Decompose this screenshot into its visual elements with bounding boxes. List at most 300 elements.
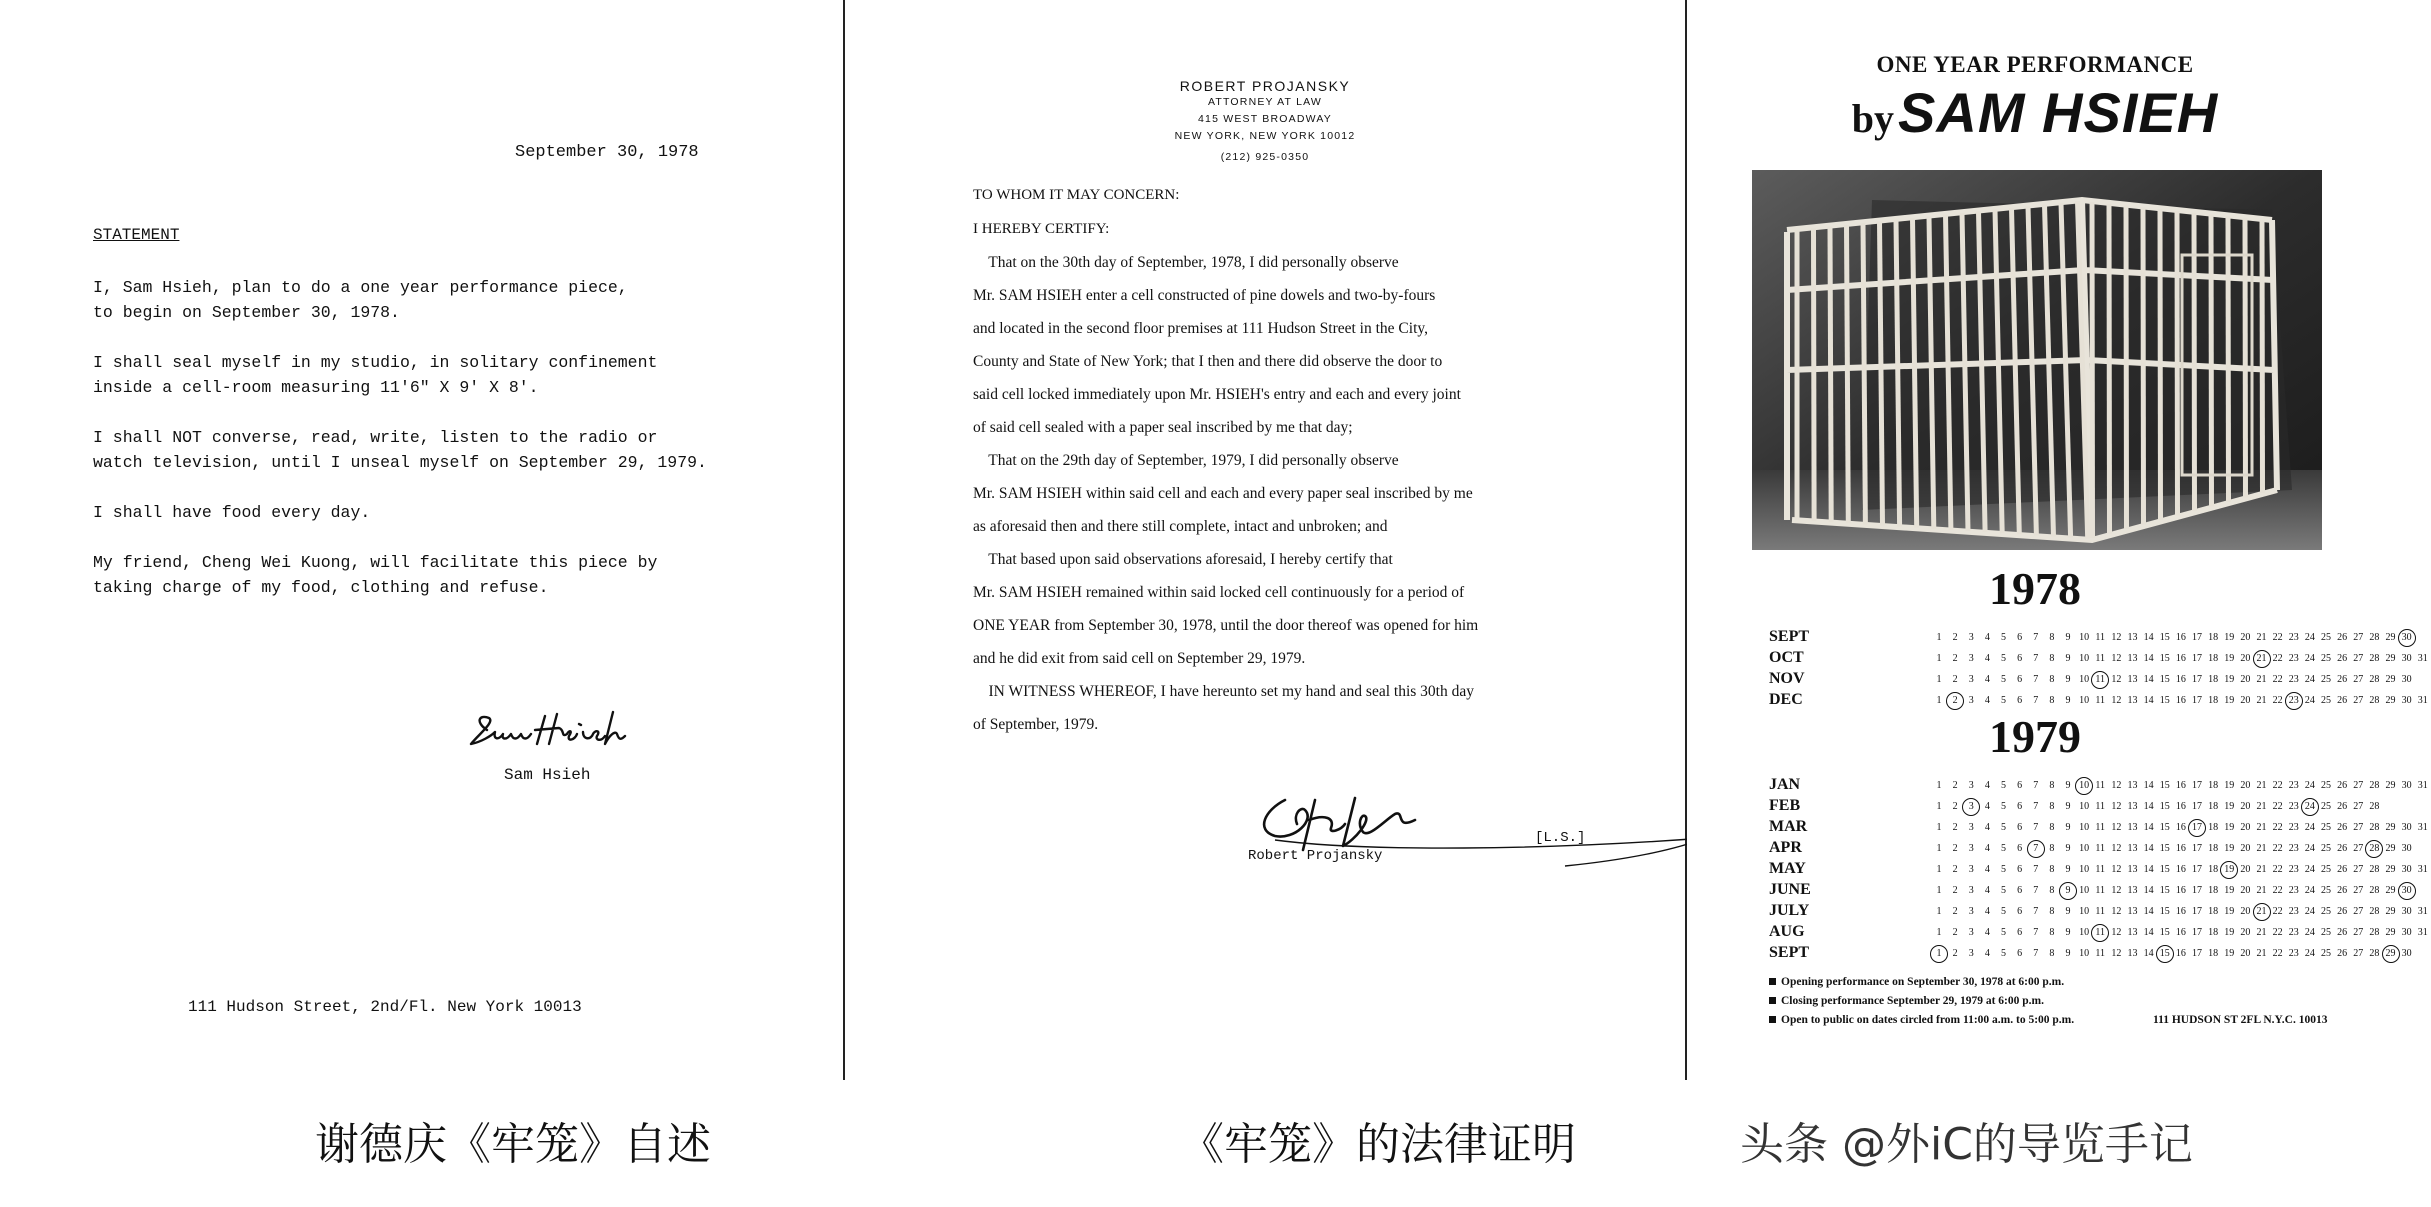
day: 16 [2175, 801, 2186, 812]
day: 22 [2272, 632, 2283, 643]
day: 20 [2240, 885, 2251, 896]
day: 7 [2033, 948, 2039, 959]
day: 6 [2017, 780, 2023, 791]
day: 20 [2240, 695, 2251, 706]
month-row [1769, 902, 2428, 922]
day: 29 [2385, 780, 2396, 791]
caption-left: 谢德庆《牢笼》自述 [315, 1119, 711, 1170]
day: 16 [2175, 948, 2186, 959]
day: 25 [2321, 695, 2331, 706]
day: 30 [2401, 780, 2412, 791]
day: 14 [2143, 864, 2154, 875]
day: 18 [2208, 632, 2219, 643]
day: 8 [2049, 885, 2055, 896]
day: 2 [1952, 801, 1958, 812]
day: 17 [2192, 948, 2202, 959]
day: 25 [2321, 780, 2331, 791]
day: 11 [2095, 906, 2106, 917]
day: 3 [1968, 822, 1974, 833]
day: 21 [2256, 674, 2267, 685]
day: 10 [2079, 843, 2090, 854]
day: 9 [2065, 822, 2071, 833]
day: 3 [1968, 864, 1974, 875]
day: 30 [2401, 695, 2412, 706]
month-row [1769, 944, 2412, 964]
day: 22 [2272, 885, 2283, 896]
day: 23 [2288, 801, 2299, 812]
day: 10 [2079, 674, 2090, 685]
day: 13 [2127, 780, 2138, 791]
day: 26 [2337, 780, 2348, 791]
day: 2 [1952, 906, 1958, 917]
day: 26 [2337, 885, 2348, 896]
day: 4 [1984, 822, 1990, 833]
day: 23 [2288, 674, 2299, 685]
year-label-1978: 1978 [1989, 563, 2081, 614]
day: 8 [2049, 801, 2055, 812]
day: 5 [2001, 906, 2006, 917]
cage-photo [1752, 170, 2322, 550]
day: 6 [2017, 822, 2023, 833]
day: 20 [2240, 674, 2251, 685]
day: 28 [2369, 780, 2380, 791]
salutation: TO WHOM IT MAY CONCERN: [973, 187, 1180, 203]
day: 12 [2111, 864, 2122, 875]
day: 11 [2095, 801, 2106, 812]
day: 18 [2208, 927, 2219, 938]
day: 28 [2369, 906, 2380, 917]
day: 22 [2272, 843, 2283, 854]
day: 6 [2017, 885, 2023, 896]
day: 26 [2337, 695, 2348, 706]
day: 17 [2192, 653, 2202, 664]
day: 13 [2127, 864, 2138, 875]
day: 23 [2288, 864, 2299, 875]
day: 14 [2143, 885, 2154, 896]
day: 31 [2417, 906, 2428, 917]
day: 14 [2143, 843, 2154, 854]
day: 10 [2079, 927, 2090, 938]
day: 9 [2065, 674, 2071, 685]
day: 23 [2288, 948, 2299, 959]
day: 2 [1952, 822, 1958, 833]
day: 12 [2111, 632, 2122, 643]
day: 6 [2017, 927, 2023, 938]
day: 5 [2001, 674, 2006, 685]
letterhead [845, 78, 1685, 166]
day: 19 [2224, 780, 2235, 791]
day: 4 [1984, 843, 1990, 854]
day: 9 [2065, 695, 2071, 706]
statement-panel [0, 0, 838, 1080]
day: 31 [2417, 695, 2428, 706]
day: 5 [2001, 927, 2006, 938]
day: 18 [2208, 906, 2219, 917]
poster-address: 111 HUDSON ST 2FL N.Y.C. 10013 [2153, 1014, 2328, 1026]
day: 4 [1984, 674, 1990, 685]
day: 7 [2033, 801, 2039, 812]
day: 11 [2095, 695, 2106, 706]
day: 14 [2143, 948, 2154, 959]
day: 13 [2127, 695, 2138, 706]
day: 20 [2240, 801, 2251, 812]
certificate-panel [843, 0, 1687, 1080]
day: 1 [1936, 780, 1942, 791]
month-row [1769, 818, 2428, 838]
statement-paragraph: I, Sam Hsieh, plan to do a one year performance piece, to begin on September 30, 1978. [93, 278, 628, 322]
day: 4 [1984, 695, 1990, 706]
day: 26 [2337, 674, 2348, 685]
day: 16 [2175, 653, 2186, 664]
day: 26 [2337, 801, 2348, 812]
day: 18 [2208, 843, 2219, 854]
day: 18 [2208, 822, 2219, 833]
month-row [1769, 649, 2428, 669]
day: 3 [1968, 695, 1974, 706]
day: 8 [2049, 822, 2055, 833]
day: 26 [2337, 843, 2348, 854]
day: 26 [2337, 632, 2348, 643]
day: 29 [2385, 695, 2396, 706]
day: 23 [2288, 780, 2299, 791]
day: 9 [2065, 906, 2071, 917]
day: 3 [1968, 653, 1974, 664]
day: 12 [2111, 653, 2122, 664]
day: 20 [2240, 927, 2251, 938]
day: 11 [2095, 885, 2106, 896]
day: 25 [2321, 885, 2331, 896]
day: 25 [2321, 927, 2331, 938]
day: 17 [2192, 695, 2202, 706]
circled-day: 17 [2189, 820, 2205, 838]
day: 13 [2127, 653, 2138, 664]
day: 10 [2079, 653, 2090, 664]
day: 8 [2049, 927, 2055, 938]
day: 19 [2224, 885, 2235, 896]
day: 6 [2017, 948, 2023, 959]
month-row [1769, 860, 2428, 880]
day: 19 [2224, 632, 2235, 643]
day: 22 [2272, 780, 2283, 791]
day: 13 [2127, 843, 2138, 854]
month-days [1931, 693, 2431, 711]
day: 18 [2208, 780, 2219, 791]
month-name: AUG [1769, 923, 1805, 940]
day: 7 [2033, 822, 2039, 833]
poster-note: Closing performance September 29, 1979 at 6:00 p.m. [1769, 995, 2044, 1007]
day: 15 [2159, 695, 2170, 706]
day: 2 [1952, 843, 1958, 854]
month-name: OCT [1769, 649, 1804, 666]
caption-middle: 《牢笼》的法律证明 [1180, 1119, 1576, 1170]
day: 13 [2127, 801, 2138, 812]
day: 18 [2208, 948, 2219, 959]
day: 29 [2385, 906, 2396, 917]
day: 21 [2256, 632, 2267, 643]
day: 17 [2192, 674, 2202, 685]
day: 10 [2079, 822, 2090, 833]
day: 30 [2401, 864, 2412, 875]
day: 24 [2304, 927, 2315, 938]
poster-by: by [1851, 96, 1895, 141]
day: 12 [2111, 695, 2122, 706]
day: 5 [2001, 843, 2006, 854]
day: 27 [2353, 674, 2364, 685]
day: 9 [2065, 864, 2071, 875]
day: 20 [2240, 653, 2251, 664]
day: 12 [2111, 948, 2122, 959]
day: 15 [2159, 843, 2170, 854]
day: 20 [2240, 906, 2251, 917]
day: 24 [2304, 948, 2315, 959]
month-days [1931, 820, 2431, 838]
day: 27 [2353, 780, 2364, 791]
month-name: SEPT [1769, 628, 1810, 645]
projansky-signature [1245, 780, 1705, 890]
day: 27 [2353, 927, 2364, 938]
day: 5 [2001, 780, 2006, 791]
day: 23 [2288, 927, 2299, 938]
day: 1 [1936, 822, 1942, 833]
day: 16 [2175, 885, 2186, 896]
day: 27 [2353, 653, 2364, 664]
day: 6 [2017, 801, 2023, 812]
letterhead-phone: (212) 925-0350 [1220, 151, 1310, 163]
day: 24 [2304, 653, 2315, 664]
caption-right: 头条 @外iC的导览手记 [1740, 1119, 2193, 1170]
day: 2 [1952, 885, 1958, 896]
day: 25 [2321, 906, 2331, 917]
day: 23 [2288, 843, 2299, 854]
statement-address: 111 Hudson Street, 2nd/Fl. New York 10013 [188, 998, 582, 1016]
month-days [1931, 925, 2431, 943]
day: 31 [2417, 653, 2428, 664]
day: 19 [2224, 906, 2235, 917]
day: 31 [2417, 927, 2428, 938]
day: 29 [2385, 843, 2396, 854]
day: 16 [2175, 864, 2186, 875]
day: 16 [2175, 843, 2186, 854]
day: 21 [2256, 822, 2267, 833]
day: 27 [2353, 822, 2364, 833]
poster-artist-line [1687, 80, 2383, 145]
statement-paragraph: I shall seal myself in my studio, in solitary confinement inside a cell-room measuring 11'6" X 9' X 8'. [93, 353, 658, 397]
day: 7 [2033, 632, 2039, 643]
day: 13 [2127, 674, 2138, 685]
day: 10 [2079, 864, 2090, 875]
day: 10 [2079, 801, 2090, 812]
circled-day: 28 [2366, 841, 2382, 859]
month-row [1769, 628, 2412, 648]
day: 4 [1984, 780, 1990, 791]
day: 15 [2159, 822, 2170, 833]
day: 30 [2401, 822, 2412, 833]
letterhead-street: 415 WEST BROADWAY [1198, 113, 1332, 125]
day: 21 [2256, 695, 2267, 706]
day: 8 [2049, 948, 2055, 959]
day: 16 [2175, 695, 2186, 706]
day: 21 [2256, 843, 2267, 854]
day: 17 [2192, 864, 2202, 875]
day: 3 [1968, 948, 1974, 959]
day: 3 [1968, 674, 1974, 685]
day: 5 [2001, 948, 2006, 959]
day: 21 [2256, 927, 2267, 938]
day: 13 [2127, 885, 2138, 896]
day: 8 [2049, 864, 2055, 875]
day: 27 [2353, 906, 2364, 917]
circled-day: 2 [1947, 693, 1963, 711]
day: 19 [2224, 674, 2235, 685]
day: 13 [2127, 906, 2138, 917]
day: 22 [2272, 906, 2283, 917]
day: 31 [2417, 864, 2428, 875]
day: 11 [2095, 653, 2106, 664]
day: 5 [2001, 885, 2006, 896]
day: 16 [2175, 906, 2186, 917]
day: 9 [2065, 780, 2071, 791]
day: 2 [1952, 948, 1958, 959]
day: 17 [2192, 780, 2202, 791]
day: 29 [2385, 632, 2396, 643]
day: 19 [2224, 927, 2235, 938]
day: 7 [2033, 653, 2039, 664]
day: 29 [2385, 864, 2396, 875]
poster-note: Opening performance on September 30, 1978 at 6:00 p.m. [1769, 976, 2064, 988]
month-days [1931, 904, 2431, 922]
day: 10 [2079, 885, 2090, 896]
day: 1 [1936, 864, 1942, 875]
day: 22 [2272, 801, 2283, 812]
month-name: JUNE [1769, 881, 1811, 898]
day: 1 [1936, 632, 1942, 643]
day: 24 [2304, 906, 2315, 917]
circled-day: 21 [2254, 904, 2270, 922]
day: 14 [2143, 780, 2154, 791]
day: 7 [2033, 780, 2039, 791]
day: 20 [2240, 843, 2251, 854]
day: 10 [2079, 906, 2090, 917]
day: 7 [2033, 927, 2039, 938]
day: 27 [2353, 843, 2364, 854]
day: 19 [2224, 653, 2235, 664]
circled-day: 21 [2254, 651, 2270, 669]
day: 21 [2256, 864, 2267, 875]
statement-heading: STATEMENT [93, 226, 180, 244]
day: 8 [2049, 906, 2055, 917]
day: 31 [2417, 822, 2428, 833]
day: 4 [1984, 632, 1990, 643]
day: 22 [2272, 927, 2283, 938]
day: 20 [2240, 948, 2251, 959]
day: 8 [2049, 674, 2055, 685]
day: 1 [1936, 653, 1942, 664]
circled-day: 9 [2060, 883, 2076, 901]
statement-signature-name: Sam Hsieh [504, 766, 591, 784]
day: 4 [1984, 885, 1990, 896]
day: 16 [2175, 927, 2186, 938]
day: 30 [2401, 843, 2412, 854]
day: 25 [2321, 822, 2331, 833]
day: 20 [2240, 864, 2251, 875]
day: 30 [2401, 927, 2412, 938]
day: 18 [2208, 695, 2219, 706]
circled-day: 30 [2399, 883, 2415, 901]
day: 21 [2256, 801, 2267, 812]
day: 17 [2192, 885, 2202, 896]
day: 25 [2321, 653, 2331, 664]
day: 29 [2385, 822, 2396, 833]
day: 16 [2175, 674, 2186, 685]
day: 15 [2159, 632, 2170, 643]
day: 11 [2095, 822, 2106, 833]
day: 7 [2033, 864, 2039, 875]
day: 27 [2353, 632, 2364, 643]
certificate-body: That on the 30th day of September, 1978, I did personally observe Mr. SAM HSIEH enter a cell constructed of pine dowels and two-by-fours and located in the second floor premises at 111 Hudson Street in the City, County and State of New York; that I then and there did observe the door to said cell locked immediately upon Mr. HSIEH's entry and each and every joint of said cell sealed with a paper seal inscribed by me that day; That on the 29th day of September, 1979, I did personally observe Mr. SAM HSIEH within said cell and each and every paper seal inscribed by me as aforesaid then and there still complete, intact and unbroken; and That based upon said observations aforesaid, I hereby certify that Mr. SAM HSIEH remained within said locked cell continuously for a period of ONE YEAR from September 30, 1978, until the door thereof was opened for him and he did exit from said cell on September 29, 1979. IN WITNESS WHEREOF, I have hereunto set my hand and seal this 30th day of September, 1979. [973, 254, 1479, 733]
day: 18 [2208, 653, 2219, 664]
day: 25 [2321, 674, 2331, 685]
day: 3 [1968, 885, 1974, 896]
day: 23 [2288, 822, 2299, 833]
circled-day: 1 [1931, 946, 1947, 964]
month-row [1769, 776, 2428, 796]
day: 27 [2353, 948, 2364, 959]
month-row [1769, 839, 2412, 859]
day: 19 [2224, 695, 2235, 706]
day: 6 [2017, 864, 2023, 875]
day: 29 [2385, 885, 2396, 896]
letterhead-title: ATTORNEY AT LAW [1207, 96, 1323, 108]
day: 19 [2224, 801, 2235, 812]
poster-title: ONE YEAR PERFORMANCE [1876, 52, 2194, 77]
day: 14 [2143, 674, 2154, 685]
day: 16 [2175, 780, 2186, 791]
day: 2 [1952, 653, 1958, 664]
day: 5 [2001, 632, 2006, 643]
day: 3 [1968, 906, 1974, 917]
statement-paragraph: I shall have food every day. [93, 503, 371, 522]
day: 5 [2001, 822, 2006, 833]
day: 26 [2337, 927, 2348, 938]
day: 22 [2272, 695, 2283, 706]
day: 16 [2175, 632, 2186, 643]
day: 5 [2001, 695, 2006, 706]
day: 29 [2385, 927, 2396, 938]
day: 15 [2159, 927, 2170, 938]
day: 8 [2049, 695, 2055, 706]
circled-day: 11 [2092, 672, 2108, 690]
day: 28 [2369, 695, 2380, 706]
day: 30 [2401, 653, 2412, 664]
day: 18 [2208, 864, 2219, 875]
month-name: NOV [1769, 670, 1805, 687]
day: 12 [2111, 906, 2122, 917]
day: 10 [2079, 695, 2090, 706]
month-name: SEPT [1769, 944, 1810, 961]
day: 9 [2065, 653, 2071, 664]
day: 22 [2272, 822, 2283, 833]
month-days [1931, 630, 2415, 648]
day: 25 [2321, 864, 2331, 875]
month-days [1931, 862, 2431, 880]
circled-day: 30 [2399, 630, 2415, 648]
month-name: MAY [1769, 860, 1806, 877]
circled-day: 7 [2028, 841, 2044, 859]
day: 26 [2337, 822, 2348, 833]
day: 1 [1936, 885, 1942, 896]
certify-line: I HEREBY CERTIFY: [973, 221, 1110, 237]
day: 15 [2159, 653, 2170, 664]
